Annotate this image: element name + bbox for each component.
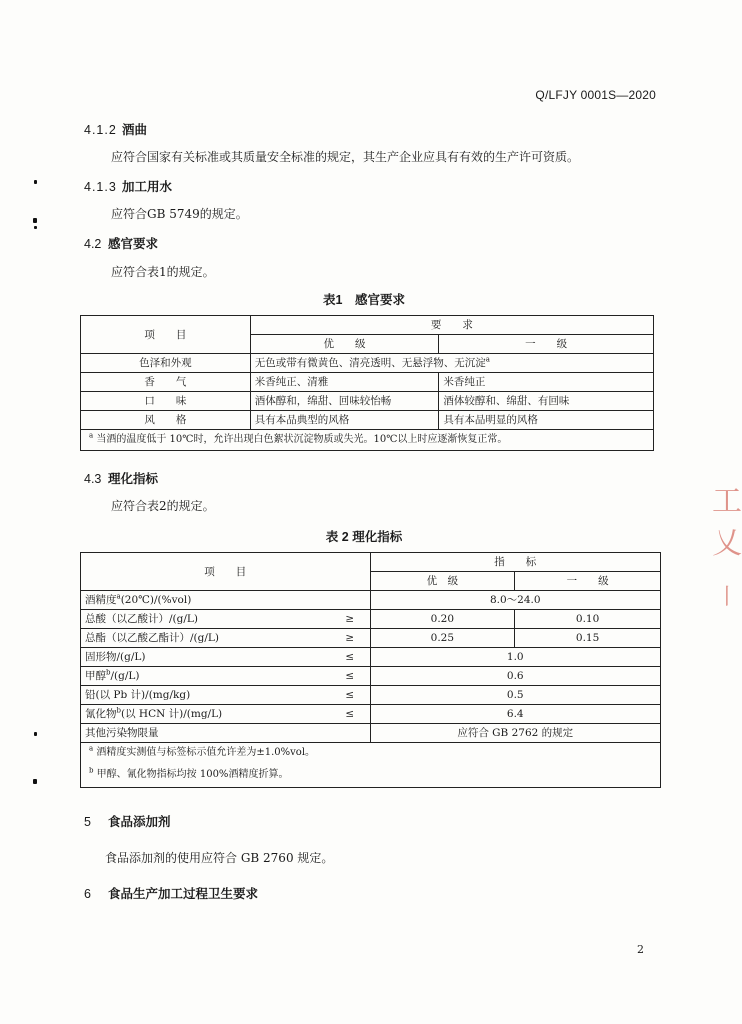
table-2-physicochemical [80, 552, 661, 788]
table-row [81, 392, 654, 411]
scan-mark [33, 779, 37, 784]
table-row [81, 411, 654, 430]
table-2-caption: 表 2 理化指标 [325, 530, 403, 544]
section-heading-4-2: 4.2 感官要求 [84, 237, 159, 251]
stamp-fragment: 乂 [712, 526, 742, 561]
scan-mark [33, 218, 37, 223]
table-header-item: 项 目 [81, 316, 251, 354]
section-heading-4-3: 4.3 理化指标 [84, 472, 159, 486]
table-header-grade-premium: 优 级 [370, 572, 515, 591]
table-row [81, 629, 661, 648]
table-row [81, 373, 654, 392]
table-row [81, 648, 661, 667]
table-row [81, 724, 661, 743]
row-item: 氰化物$^b$(以 HCN 计)/(mg/L) [81, 705, 331, 724]
row-comparator: ≤ [330, 686, 370, 705]
table-2-footnote-a: $^a$ 酒精度实测值与标签标示值允许差为±1.0%vol。 [81, 743, 661, 764]
row-value-first: 米香纯正 [439, 373, 654, 392]
table-row [81, 354, 654, 373]
section-paragraph: 应符合GB 5749的规定。 [111, 207, 248, 221]
table-header-grade-first: 一 级 [515, 572, 661, 591]
row-comparator: ≥ [330, 629, 370, 648]
row-item: 固形物/(g/L) [81, 648, 331, 667]
section-heading-6: 6 食品生产加工过程卫生要求 [84, 887, 259, 901]
table-row [81, 667, 661, 686]
row-item: 其他污染物限量 [81, 724, 371, 743]
table-header-grade-premium: 优 级 [250, 335, 439, 354]
table-1-sensory [80, 315, 654, 451]
section-paragraph: 应符合国家有关标准或其质量安全标准的规定，其生产企业应具有有效的生产许可资质。 [111, 150, 580, 164]
row-item: 风 格 [81, 411, 251, 430]
section-paragraph: 应符合表1的规定。 [111, 265, 215, 279]
row-item: 香 气 [81, 373, 251, 392]
scan-mark [34, 226, 37, 229]
table-header-grade-first: 一 级 [439, 335, 654, 354]
row-value: 1.0 [370, 648, 661, 667]
row-value-first: 0.15 [515, 629, 661, 648]
row-item: 总酸（以乙酸计）/(g/L) [81, 610, 331, 629]
row-value: 6.4 [370, 705, 661, 724]
section-paragraph: 应符合表2的规定。 [111, 499, 215, 513]
row-value-premium: 米香纯正、清雅 [250, 373, 439, 392]
row-value: 无色或带有微黄色、清亮透明、无悬浮物、无沉淀$^a$ [250, 354, 653, 373]
table-row [81, 705, 661, 724]
table-row [81, 686, 661, 705]
row-item: 甲醇$^b$/(g/L) [81, 667, 331, 686]
row-item: 总酯（以乙酸乙酯计）/(g/L) [81, 629, 331, 648]
row-value-first: 具有本品明显的风格 [439, 411, 654, 430]
row-value: 0.5 [370, 686, 661, 705]
row-value-premium: 酒体醇和，绵甜、回味较怡畅 [250, 392, 439, 411]
stamp-fragment: 丨 [716, 585, 739, 610]
row-value-first: 酒体较醇和、绵甜、有回味 [439, 392, 654, 411]
row-comparator: ≤ [330, 667, 370, 686]
row-item: 色泽和外观 [81, 354, 251, 373]
row-value: 应符合 GB 2762 的规定 [370, 724, 661, 743]
stamp-fragment: 工 [712, 484, 742, 519]
table-1-footnote: $^a$ 当酒的温度低于 10℃时，允许出现白色絮状沉淀物质或失光。10℃以上时应逐渐恢复正常。 [81, 430, 654, 451]
row-comparator: ≤ [330, 648, 370, 667]
row-value-premium: 0.25 [370, 629, 515, 648]
row-comparator: ≤ [330, 705, 370, 724]
table-2-footnote-b: $^b$ 甲醇、氰化物指标均按 100%酒精度折算。 [81, 763, 661, 788]
section-heading-4-1-2: 4.1.2 酒曲 [84, 123, 148, 137]
row-comparator: ≥ [330, 610, 370, 629]
row-item: 酒精度$^a$(20℃)/(%vol) [81, 591, 371, 610]
row-item: 铅(以 Pb 计)/(mg/kg) [81, 686, 331, 705]
section-heading-4-1-3: 4.1.3 加工用水 [84, 180, 173, 194]
table-row [81, 591, 661, 610]
section-paragraph: 食品添加剂的使用应符合 GB 2760 规定。 [105, 851, 334, 865]
document-number: Q/LFJY 0001S—2020 [535, 88, 656, 102]
row-value-premium: 0.20 [370, 610, 515, 629]
table-header-index: 指 标 [370, 553, 661, 572]
row-value-first: 0.10 [515, 610, 661, 629]
table-header-requirements: 要 求 [250, 316, 653, 335]
scan-mark [34, 180, 37, 184]
row-value: 0.6 [370, 667, 661, 686]
row-item: 口 味 [81, 392, 251, 411]
row-value: 8.0～24.0 [370, 591, 661, 610]
table-header-item: 项 目 [81, 553, 371, 591]
table-1-caption: 表1 感官要求 [323, 293, 405, 307]
page-number: 2 [637, 943, 644, 956]
scan-mark [34, 732, 37, 736]
table-row [81, 610, 661, 629]
section-heading-5: 5 食品添加剂 [84, 815, 171, 829]
row-value-premium: 具有本品典型的风格 [250, 411, 439, 430]
